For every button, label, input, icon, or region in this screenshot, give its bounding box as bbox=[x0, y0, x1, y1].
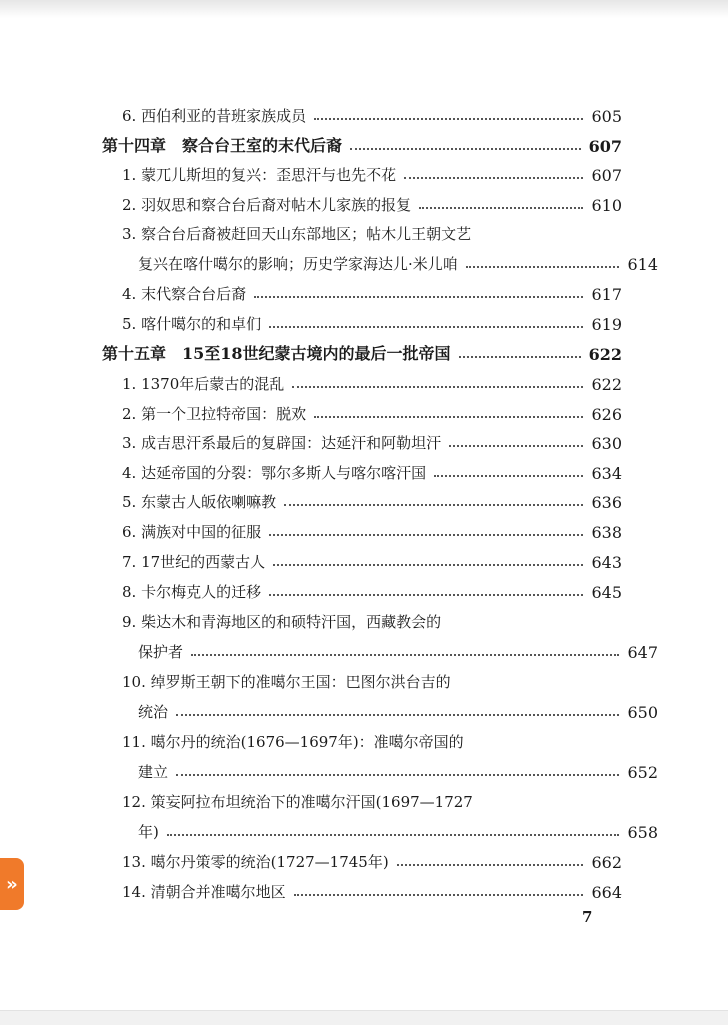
toc-entry-page: 630 bbox=[591, 434, 622, 453]
toc-entry-title: 11. 噶尔丹的统治(1676—1697年)：准噶尔帝国的 bbox=[122, 733, 464, 751]
toc-entry-page: 636 bbox=[591, 493, 622, 512]
dot-leader bbox=[269, 326, 583, 328]
dot-leader bbox=[294, 894, 584, 896]
toc-entry-page: 662 bbox=[591, 853, 622, 872]
dot-leader bbox=[176, 774, 619, 776]
dot-leader bbox=[292, 386, 583, 388]
toc-entry-page: 664 bbox=[591, 883, 622, 902]
toc-entry-title: 2. 第一个卫拉特帝国：脱欢 bbox=[122, 405, 307, 423]
dot-leader bbox=[459, 356, 581, 358]
dot-leader bbox=[350, 148, 581, 150]
toc-chapter-title: 第十五章 15至18世纪蒙古境内的最后一批帝国 bbox=[102, 344, 451, 363]
toc-entry bbox=[102, 457, 622, 483]
toc-entry bbox=[102, 606, 622, 632]
toc-entry bbox=[102, 368, 622, 394]
side-expand-button[interactable] bbox=[0, 858, 24, 910]
toc-entry-title: 5. 东蒙古人皈依喇嘛教 bbox=[122, 493, 277, 511]
dot-leader bbox=[167, 834, 620, 836]
dot-leader bbox=[269, 594, 583, 596]
toc-entry-continuation bbox=[102, 248, 658, 274]
top-edge-shadow bbox=[0, 0, 728, 18]
toc-entry-continuation bbox=[102, 816, 658, 842]
toc-entry bbox=[102, 546, 622, 572]
toc-entry-page: 605 bbox=[591, 107, 622, 126]
dot-leader bbox=[314, 416, 583, 418]
dot-leader bbox=[397, 864, 584, 866]
toc-entry-title: 14. 清朝合并准噶尔地区 bbox=[122, 883, 286, 901]
toc-entry-title: 1. 1370年后蒙古的混乱 bbox=[122, 375, 285, 393]
toc-entry-page: 622 bbox=[591, 375, 622, 394]
toc-entry-title: 6. 满族对中国的征服 bbox=[122, 523, 262, 541]
toc-entry-title: 统治 bbox=[138, 703, 169, 721]
toc-entry bbox=[102, 308, 622, 334]
toc-chapter-page: 622 bbox=[588, 345, 622, 364]
toc-entry-title: 12. 策妄阿拉布坦统治下的准噶尔汗国(1697—1727 bbox=[122, 793, 473, 811]
toc-entry-page: 626 bbox=[591, 405, 622, 424]
toc-chapter-title: 第十四章 察合台王室的末代后裔 bbox=[102, 136, 343, 155]
toc-entry-continuation bbox=[102, 696, 658, 722]
toc-entry-title: 年) bbox=[138, 823, 159, 841]
dot-leader bbox=[314, 118, 583, 120]
bottom-edge bbox=[0, 1010, 728, 1025]
toc-entry bbox=[102, 159, 622, 185]
toc-entry-title: 复兴在喀什噶尔的影响；历史学家海达儿·米儿咱 bbox=[138, 255, 458, 273]
toc-entry-page: 614 bbox=[627, 255, 658, 274]
toc-entry bbox=[102, 278, 622, 304]
toc-entry-continuation bbox=[102, 636, 658, 662]
toc-entry bbox=[102, 666, 622, 692]
toc-entry-title: 6. 西伯利亚的昔班家族成员 bbox=[122, 107, 307, 125]
toc-entry bbox=[102, 726, 622, 752]
toc-entry bbox=[102, 398, 622, 424]
toc-entry-page: 652 bbox=[627, 763, 658, 782]
toc-entry bbox=[102, 516, 622, 542]
toc-entry bbox=[102, 427, 622, 453]
toc-entry-page: 634 bbox=[591, 464, 622, 483]
toc-entry-title: 4. 末代察合台后裔 bbox=[122, 285, 247, 303]
toc-entry-title: 2. 羽奴思和察合台后裔对帖木儿家族的报复 bbox=[122, 196, 412, 214]
toc-entry-page: 619 bbox=[591, 315, 622, 334]
toc-entry-title: 7. 17世纪的西蒙古人 bbox=[122, 553, 266, 571]
toc-entry bbox=[102, 846, 622, 872]
toc-entry bbox=[102, 218, 622, 244]
toc-chapter-page: 607 bbox=[588, 137, 622, 156]
toc-entry-title: 3. 成吉思汗系最后的复辟国：达延汗和阿勒坦汗 bbox=[122, 434, 442, 452]
dot-leader bbox=[434, 475, 583, 477]
toc-entry-title: 5. 喀什噶尔的和卓们 bbox=[122, 315, 262, 333]
toc-entry-page: 650 bbox=[627, 703, 658, 722]
toc-entry-title: 保护者 bbox=[138, 643, 184, 661]
toc-entry bbox=[102, 786, 622, 812]
dot-leader bbox=[254, 296, 583, 298]
dot-leader bbox=[269, 534, 583, 536]
toc-entry-title: 9. 柴达木和青海地区的和硕特汗国，西藏教会的 bbox=[122, 613, 442, 631]
toc-entry-title: 1. 蒙兀儿斯坦的复兴：歪思汗与也先不花 bbox=[122, 166, 397, 184]
toc-entry bbox=[102, 876, 622, 902]
toc-entry bbox=[102, 189, 622, 215]
dot-leader bbox=[404, 177, 583, 179]
toc-chapter bbox=[102, 130, 622, 156]
double-chevron-right-icon: » bbox=[6, 873, 18, 895]
toc-entry-title: 建立 bbox=[138, 763, 169, 781]
toc-entry-page: 643 bbox=[591, 553, 622, 572]
dot-leader bbox=[466, 266, 620, 268]
toc-entry-page: 645 bbox=[591, 583, 622, 602]
toc-entry-title: 3. 察合台后裔被赶回天山东部地区；帖木儿王朝文艺 bbox=[122, 225, 472, 243]
toc-entry-title: 4. 达延帝国的分裂：鄂尔多斯人与喀尔喀汗国 bbox=[122, 464, 427, 482]
toc-entry-title: 8. 卡尔梅克人的迁移 bbox=[122, 583, 262, 601]
dot-leader bbox=[449, 445, 583, 447]
page-number: 7 bbox=[582, 908, 593, 926]
toc-entry bbox=[102, 100, 622, 126]
toc-entry-page: 647 bbox=[627, 643, 658, 662]
toc-entry-page: 638 bbox=[591, 523, 622, 542]
toc-entry-page: 658 bbox=[627, 823, 658, 842]
toc-entry-title: 13. 噶尔丹策零的统治(1727—1745年) bbox=[122, 853, 389, 871]
dot-leader bbox=[176, 714, 619, 716]
dot-leader bbox=[419, 207, 583, 209]
toc-entry bbox=[102, 576, 622, 602]
toc-entry-title: 10. 绰罗斯王朝下的准噶尔王国：巴图尔洪台吉的 bbox=[122, 673, 451, 691]
toc-entry-page: 617 bbox=[591, 285, 622, 304]
toc-chapter bbox=[102, 338, 622, 364]
toc-entry-continuation bbox=[102, 756, 658, 782]
toc-entry-page: 610 bbox=[591, 196, 622, 215]
dot-leader bbox=[191, 654, 619, 656]
dot-leader bbox=[273, 564, 583, 566]
dot-leader bbox=[284, 504, 583, 506]
toc-entry bbox=[102, 486, 622, 512]
toc-entry-page: 607 bbox=[591, 166, 622, 185]
